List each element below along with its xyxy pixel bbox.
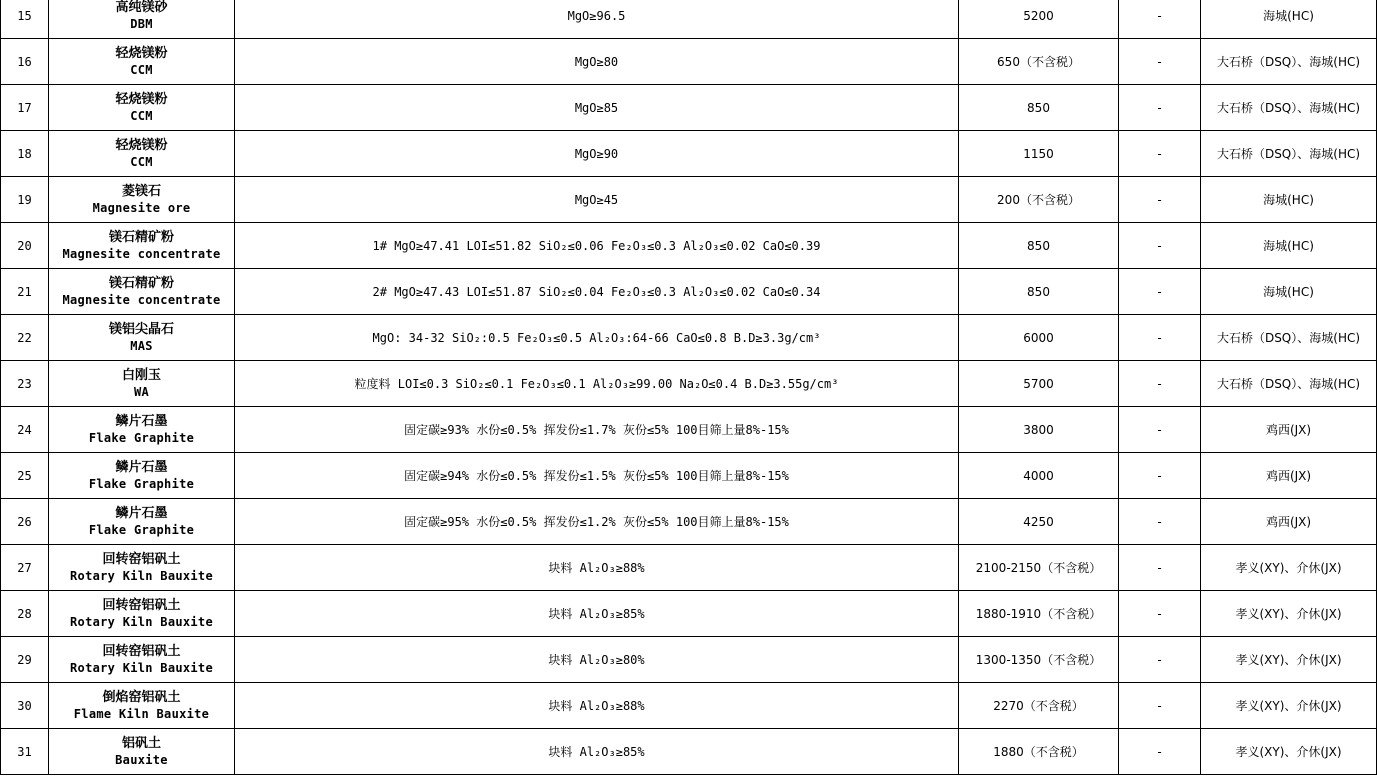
price-change: - bbox=[1119, 0, 1201, 39]
price-change: - bbox=[1119, 683, 1201, 729]
table-row bbox=[1, 0, 1377, 39]
table-row bbox=[1, 637, 1377, 683]
row-number: 31 bbox=[1, 729, 49, 775]
row-number: 19 bbox=[1, 177, 49, 223]
price-change: - bbox=[1119, 729, 1201, 775]
origin: 鸡西(JX) bbox=[1201, 499, 1377, 545]
product-name-zh: 菱镁石 bbox=[121, 183, 161, 199]
price-change: - bbox=[1119, 361, 1201, 407]
product-name-zh: 鳞片石墨 bbox=[115, 459, 168, 475]
origin: 鸡西(JX) bbox=[1201, 407, 1377, 453]
origin: 大石桥（DSQ）、海城(HC) bbox=[1201, 39, 1377, 85]
price: 200（不含税） bbox=[959, 177, 1119, 223]
row-number: 25 bbox=[1, 453, 49, 499]
product-name-zh: 镁石精矿粉 bbox=[108, 275, 174, 291]
price: 3800 bbox=[959, 407, 1119, 453]
product-name-en: Magnesite concentrate bbox=[62, 246, 221, 261]
origin: 孝义(XY)、介休(JX) bbox=[1201, 545, 1377, 591]
price: 850 bbox=[959, 85, 1119, 131]
table-row bbox=[1, 729, 1377, 775]
table-row bbox=[1, 269, 1377, 315]
row-number: 24 bbox=[1, 407, 49, 453]
price: 2270（不含税） bbox=[959, 683, 1119, 729]
price: 850 bbox=[959, 269, 1119, 315]
table-row bbox=[1, 453, 1377, 499]
product-name-cell bbox=[49, 683, 235, 729]
price: 5200 bbox=[959, 0, 1119, 39]
product-name-cell bbox=[49, 361, 235, 407]
table-row bbox=[1, 315, 1377, 361]
row-number: 30 bbox=[1, 683, 49, 729]
product-name-zh: 铝矾土 bbox=[121, 735, 161, 751]
specification: 固定碳≥95% 水份≤0.5% 挥发份≤1.2% 灰份≤5% 100目筛上量8%-15% bbox=[235, 499, 959, 545]
specification: 块料 Al₂O₃≥85% bbox=[235, 729, 959, 775]
origin: 大石桥（DSQ）、海城(HC) bbox=[1201, 361, 1377, 407]
product-name-zh: 鳞片石墨 bbox=[115, 413, 168, 429]
row-number: 29 bbox=[1, 637, 49, 683]
origin: 大石桥（DSQ）、海城(HC) bbox=[1201, 85, 1377, 131]
price-change: - bbox=[1119, 177, 1201, 223]
specification: 2# MgO≥47.43 LOI≤51.87 SiO₂≤0.04 Fe₂O₃≤0.3 Al₂O₃≤0.02 CaO≤0.34 bbox=[235, 269, 959, 315]
specification: MgO≥45 bbox=[235, 177, 959, 223]
product-name-en: Flake Graphite bbox=[88, 476, 195, 491]
product-name-en: Magnesite concentrate bbox=[62, 292, 221, 307]
origin: 海城(HC) bbox=[1201, 177, 1377, 223]
product-name-zh: 回转窑铝矾土 bbox=[102, 551, 181, 567]
product-name-cell bbox=[49, 637, 235, 683]
price: 1880（不含税） bbox=[959, 729, 1119, 775]
table-row bbox=[1, 499, 1377, 545]
row-number: 28 bbox=[1, 591, 49, 637]
table-row bbox=[1, 361, 1377, 407]
table-row bbox=[1, 407, 1377, 453]
specification: 固定碳≥93% 水份≤0.5% 挥发份≤1.7% 灰份≤5% 100目筛上量8%-15% bbox=[235, 407, 959, 453]
product-name-cell bbox=[49, 177, 235, 223]
price: 1300-1350（不含税） bbox=[959, 637, 1119, 683]
specification: 粒度料 LOI≤0.3 SiO₂≤0.1 Fe₂O₃≤0.1 Al₂O₃≥99.00 Na₂O≤0.4 B.D≥3.55g/cm³ bbox=[235, 361, 959, 407]
origin: 孝义(XY)、介休(JX) bbox=[1201, 591, 1377, 637]
price: 650（不含税） bbox=[959, 39, 1119, 85]
specification: MgO≥80 bbox=[235, 39, 959, 85]
price-change: - bbox=[1119, 637, 1201, 683]
origin: 海城(HC) bbox=[1201, 223, 1377, 269]
row-number: 23 bbox=[1, 361, 49, 407]
price-change: - bbox=[1119, 223, 1201, 269]
price-table-body bbox=[1, 0, 1377, 775]
price: 1880-1910（不含税） bbox=[959, 591, 1119, 637]
product-name-zh: 回转窑铝矾土 bbox=[102, 643, 181, 659]
specification: 块料 Al₂O₃≥88% bbox=[235, 683, 959, 729]
specification: 1# MgO≥47.41 LOI≤51.82 SiO₂≤0.06 Fe₂O₃≤0.3 Al₂O₃≤0.02 CaO≤0.39 bbox=[235, 223, 959, 269]
product-name-cell bbox=[49, 729, 235, 775]
table-row bbox=[1, 545, 1377, 591]
product-name-en: WA bbox=[133, 384, 150, 399]
product-name-cell bbox=[49, 407, 235, 453]
row-number: 20 bbox=[1, 223, 49, 269]
product-name-zh: 高纯镁砂 bbox=[115, 0, 168, 15]
price-change: - bbox=[1119, 269, 1201, 315]
product-name-cell bbox=[49, 39, 235, 85]
product-name-en: Flame Kiln Bauxite bbox=[73, 706, 210, 721]
price-change: - bbox=[1119, 315, 1201, 361]
origin: 鸡西(JX) bbox=[1201, 453, 1377, 499]
price-change: - bbox=[1119, 131, 1201, 177]
row-number: 18 bbox=[1, 131, 49, 177]
specification: MgO≥96.5 bbox=[235, 0, 959, 39]
table-row bbox=[1, 223, 1377, 269]
row-number: 17 bbox=[1, 85, 49, 131]
specification: 块料 Al₂O₃≥88% bbox=[235, 545, 959, 591]
origin: 海城(HC) bbox=[1201, 269, 1377, 315]
origin: 大石桥（DSQ）、海城(HC) bbox=[1201, 131, 1377, 177]
product-name-cell bbox=[49, 499, 235, 545]
price-change: - bbox=[1119, 545, 1201, 591]
row-number: 21 bbox=[1, 269, 49, 315]
product-name-en: Bauxite bbox=[115, 752, 168, 767]
product-name-en: Flake Graphite bbox=[88, 430, 195, 445]
specification: MgO≥85 bbox=[235, 85, 959, 131]
price-change: - bbox=[1119, 453, 1201, 499]
product-name-cell bbox=[49, 85, 235, 131]
product-name-cell bbox=[49, 223, 235, 269]
product-name-cell bbox=[49, 591, 235, 637]
row-number: 15 bbox=[1, 0, 49, 39]
price-change: - bbox=[1119, 407, 1201, 453]
product-name-en: CCM bbox=[130, 108, 153, 123]
product-name-cell bbox=[49, 0, 235, 39]
price-change: - bbox=[1119, 39, 1201, 85]
product-name-zh: 镁铝尖晶石 bbox=[108, 321, 174, 337]
product-name-en: Magnesite ore bbox=[92, 200, 191, 215]
table-row bbox=[1, 683, 1377, 729]
table-row bbox=[1, 85, 1377, 131]
table-row bbox=[1, 177, 1377, 223]
product-name-zh: 轻烧镁粉 bbox=[115, 137, 168, 153]
product-name-en: Rotary Kiln Bauxite bbox=[70, 614, 213, 629]
product-name-en: CCM bbox=[130, 62, 153, 77]
specification: MgO≥90 bbox=[235, 131, 959, 177]
product-name-en: Flake Graphite bbox=[88, 522, 195, 537]
product-name-zh: 白刚玉 bbox=[121, 367, 161, 383]
product-name-cell bbox=[49, 131, 235, 177]
row-number: 27 bbox=[1, 545, 49, 591]
price: 2100-2150（不含税） bbox=[959, 545, 1119, 591]
price: 4250 bbox=[959, 499, 1119, 545]
row-number: 16 bbox=[1, 39, 49, 85]
product-name-en: MAS bbox=[130, 338, 153, 353]
origin: 海城(HC) bbox=[1201, 0, 1377, 39]
specification: MgO: 34-32 SiO₂:0.5 Fe₂O₃≤0.5 Al₂O₃:64-66 CaO≤0.8 B.D≥3.3g/cm³ bbox=[235, 315, 959, 361]
product-name-zh: 轻烧镁粉 bbox=[115, 45, 168, 61]
price-change: - bbox=[1119, 499, 1201, 545]
product-name-en: Rotary Kiln Bauxite bbox=[70, 568, 213, 583]
origin: 孝义(XY)、介休(JX) bbox=[1201, 637, 1377, 683]
product-name-en: Rotary Kiln Bauxite bbox=[70, 660, 213, 675]
price-change: - bbox=[1119, 591, 1201, 637]
product-name-en: CCM bbox=[130, 154, 153, 169]
table-row bbox=[1, 131, 1377, 177]
origin: 孝义(XY)、介休(JX) bbox=[1201, 729, 1377, 775]
product-name-zh: 鳞片石墨 bbox=[115, 505, 168, 521]
product-name-cell bbox=[49, 453, 235, 499]
price-change: - bbox=[1119, 85, 1201, 131]
specification: 块料 Al₂O₃≥80% bbox=[235, 637, 959, 683]
table-row bbox=[1, 591, 1377, 637]
product-name-cell bbox=[49, 269, 235, 315]
product-name-cell bbox=[49, 545, 235, 591]
table-row bbox=[1, 39, 1377, 85]
origin: 大石桥（DSQ）、海城(HC) bbox=[1201, 315, 1377, 361]
product-name-cell bbox=[49, 315, 235, 361]
price: 6000 bbox=[959, 315, 1119, 361]
origin: 孝义(XY)、介休(JX) bbox=[1201, 683, 1377, 729]
row-number: 26 bbox=[1, 499, 49, 545]
specification: 块料 Al₂O₃≥85% bbox=[235, 591, 959, 637]
product-name-zh: 倒焰窑铝矾土 bbox=[102, 689, 181, 705]
product-name-zh: 镁石精矿粉 bbox=[108, 229, 174, 245]
product-name-en: DBM bbox=[130, 16, 153, 31]
specification: 固定碳≥94% 水份≤0.5% 挥发份≤1.5% 灰份≤5% 100目筛上量8%-15% bbox=[235, 453, 959, 499]
price: 4000 bbox=[959, 453, 1119, 499]
product-name-zh: 轻烧镁粉 bbox=[115, 91, 168, 107]
price: 1150 bbox=[959, 131, 1119, 177]
product-name-zh: 回转窑铝矾土 bbox=[102, 597, 181, 613]
price: 5700 bbox=[959, 361, 1119, 407]
row-number: 22 bbox=[1, 315, 49, 361]
price: 850 bbox=[959, 223, 1119, 269]
